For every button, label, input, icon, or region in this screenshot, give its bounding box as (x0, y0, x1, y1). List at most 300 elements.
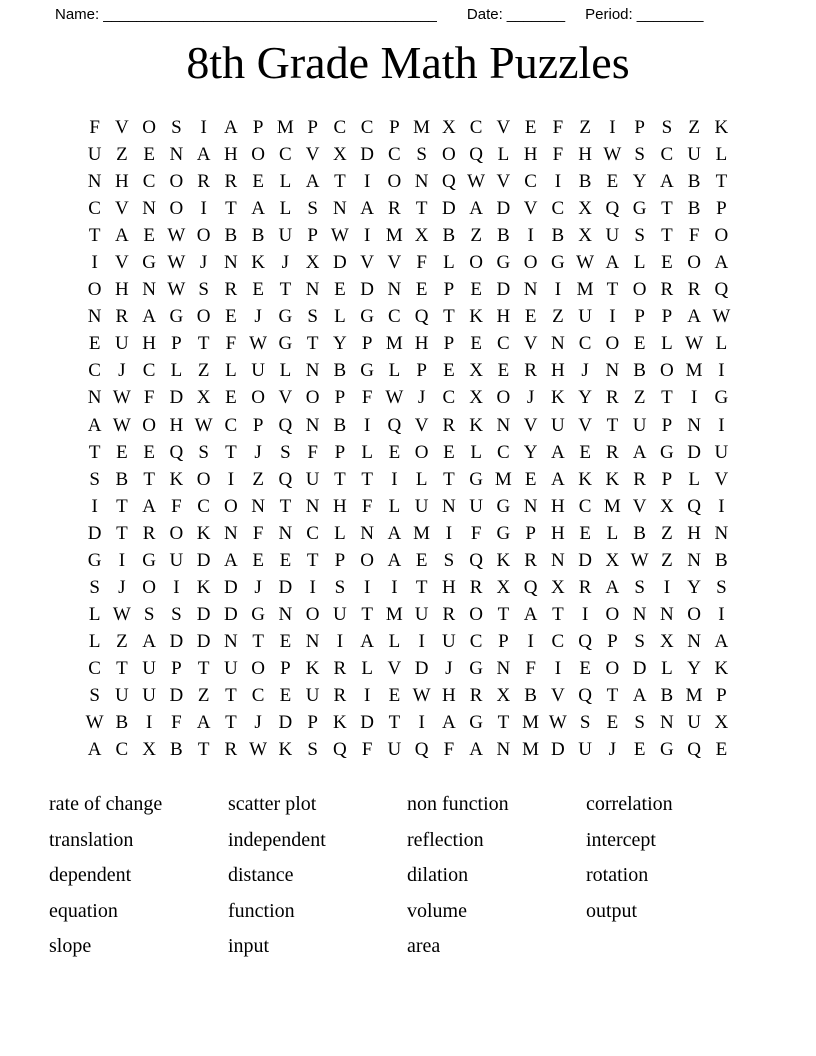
grid-letter: W (85, 712, 104, 734)
grid-letter: A (360, 198, 374, 220)
grid-letter: L (606, 522, 619, 544)
grid-letter: R (115, 306, 129, 328)
grid-letter: O (687, 603, 701, 625)
grid-letter: T (143, 468, 155, 490)
grid-letter: N (360, 522, 374, 544)
grid-letter: U (442, 630, 456, 652)
grid-letter: E (633, 739, 646, 761)
grid-letter: N (605, 360, 620, 382)
grid-letter: F (688, 225, 700, 247)
grid-letter: F (552, 144, 564, 166)
grid-letter: M (385, 603, 403, 625)
grid-letter: H (578, 144, 592, 166)
grid-letter: C (142, 171, 156, 193)
grid-letter: T (306, 333, 319, 355)
grid-letter: U (687, 712, 701, 734)
grid-letter: Z (688, 117, 700, 138)
grid-letter: M (603, 495, 621, 517)
grid-letter: E (415, 279, 428, 301)
grid-letter: V (523, 414, 538, 436)
grid-letter: E (143, 144, 155, 166)
grid-letter: G (87, 549, 102, 571)
grid-letter: H (442, 684, 456, 706)
grid-letter: R (388, 198, 401, 220)
grid-letter: P (280, 657, 291, 679)
grid-letter: D (224, 603, 238, 625)
grid-letter: S (634, 225, 645, 247)
grid-letter: A (714, 630, 729, 652)
grid-letter: E (470, 333, 482, 355)
grid-letter: Y (523, 441, 538, 463)
grid-letter: F (143, 387, 155, 409)
grid-letter: V (115, 117, 129, 138)
grid-letter: I (200, 117, 207, 138)
grid-letter: O (360, 549, 374, 571)
grid-letter: R (224, 171, 238, 193)
grid-letter: E (443, 441, 455, 463)
grid-letter: P (443, 333, 455, 355)
grid-letter: W (167, 279, 186, 301)
grid-letter: O (169, 198, 184, 220)
grid-letter: I (554, 657, 562, 679)
grid-letter: U (224, 657, 238, 679)
grid-letter: I (527, 630, 534, 652)
grid-letter: B (251, 225, 265, 247)
grid-letter: O (169, 522, 184, 544)
grid-letter: G (278, 333, 293, 355)
grid-letter: Y (333, 333, 347, 355)
grid-letter: Y (687, 657, 701, 679)
grid-letter: Y (687, 576, 701, 598)
grid-letter: S (661, 117, 673, 138)
grid-letter: U (115, 684, 129, 706)
grid-letter: A (469, 739, 483, 761)
grid-letter: C (88, 198, 101, 220)
grid-letter: B (633, 522, 646, 544)
grid-letter: I (391, 468, 398, 490)
grid-letter: D (578, 549, 592, 571)
grid-letter: U (605, 225, 620, 247)
grid-letter: D (551, 739, 565, 761)
grid-letter: T (415, 576, 428, 598)
grid-letter: L (688, 468, 700, 490)
grid-letter: P (525, 522, 536, 544)
grid-letter: N (87, 387, 102, 409)
grid-letter: D (496, 198, 511, 220)
grid-letter: W (167, 225, 186, 247)
grid-letter: G (632, 198, 647, 220)
grid-letter: K (305, 657, 320, 679)
grid-letter: W (249, 333, 268, 355)
grid-letter: T (606, 684, 619, 706)
grid-letter: K (714, 117, 729, 138)
grid-letter: F (552, 117, 564, 138)
grid-letter: K (578, 468, 592, 490)
grid-letter: P (334, 549, 346, 571)
grid-letter: P (607, 630, 618, 652)
grid-letter: I (445, 522, 453, 544)
grid-letter: L (388, 360, 401, 382)
grid-letter: E (225, 306, 237, 328)
word-bank-word: correlation (586, 793, 673, 816)
grid-letter: K (196, 576, 211, 598)
grid-letter: E (633, 333, 646, 355)
grid-letter: I (581, 603, 589, 625)
grid-letter: N (278, 522, 293, 544)
grid-letter: R (524, 549, 537, 571)
grid-letter: F (361, 739, 373, 761)
grid-letter: R (224, 739, 238, 761)
grid-letter: E (388, 684, 401, 706)
grid-letter: O (523, 252, 538, 274)
grid-letter: V (387, 252, 402, 274)
grid-letter: G (360, 360, 374, 382)
grid-letter: D (196, 603, 211, 625)
grid-letter: N (523, 495, 538, 517)
grid-letter: C (279, 144, 292, 166)
grid-letter: E (279, 630, 292, 652)
grid-letter: O (469, 252, 483, 274)
grid-letter: S (198, 441, 209, 463)
grid-letter: P (416, 360, 427, 382)
word-bank-word: scatter plot (228, 793, 317, 816)
grid-letter: S (143, 603, 155, 625)
grid-letter: P (661, 468, 673, 490)
grid-letter: U (414, 495, 429, 517)
grid-letter: D (169, 630, 184, 652)
grid-letter: Z (116, 630, 128, 652)
grid-letter: W (576, 252, 595, 274)
grid-letter: I (690, 387, 698, 409)
grid-letter: E (606, 171, 619, 193)
grid-letter: C (115, 739, 129, 761)
grid-letter: A (687, 306, 701, 328)
grid-letter: E (497, 360, 510, 382)
grid-letter: S (280, 441, 291, 463)
grid-letter: X (660, 630, 674, 652)
grid-letter: S (334, 576, 346, 598)
grid-letter: H (551, 360, 565, 382)
grid-letter: W (194, 414, 213, 436)
word-bank-word: reflection (407, 828, 484, 851)
grid-letter: P (361, 333, 373, 355)
grid-letter: N (224, 522, 238, 544)
word-bank-word: input (228, 935, 270, 958)
grid-letter: E (116, 441, 128, 463)
grid-letter: Q (169, 441, 184, 463)
grid-letter: C (388, 306, 401, 328)
page-title: 8th Grade Math Puzzles (186, 37, 630, 88)
grid-letter: N (305, 630, 320, 652)
grid-letter: I (200, 198, 207, 220)
grid-letter: C (333, 117, 347, 138)
grid-letter: G (169, 306, 184, 328)
grid-letter: V (496, 117, 511, 138)
grid-letter: L (88, 603, 101, 625)
grid-letter: H (115, 171, 129, 193)
grid-letter: O (169, 171, 184, 193)
grid-letter: I (336, 630, 344, 652)
grid-letter: G (360, 306, 374, 328)
grid-letter: D (278, 712, 293, 734)
grid-letter: S (716, 576, 727, 598)
grid-letter: Z (661, 522, 673, 544)
grid-letter: I (227, 468, 235, 490)
grid-letter: O (251, 144, 265, 166)
grid-letter: D (224, 576, 238, 598)
grid-letter: W (385, 387, 404, 409)
grid-letter: L (470, 441, 482, 463)
word-bank-word: equation (49, 899, 118, 922)
grid-letter: J (608, 739, 617, 761)
grid-letter: T (252, 630, 264, 652)
grid-letter: Y (632, 171, 647, 193)
grid-letter: O (87, 279, 102, 301)
grid-letter: P (634, 117, 645, 138)
grid-letter: G (469, 712, 483, 734)
grid-letter: R (142, 522, 156, 544)
grid-letter: P (389, 117, 400, 138)
grid-letter: S (171, 603, 182, 625)
grid-letter: A (87, 739, 102, 761)
grid-letter: N (142, 198, 156, 220)
grid-letter: N (687, 549, 701, 571)
word-bank-word: output (586, 899, 638, 922)
grid-letter: J (199, 252, 208, 274)
grid-letter: P (307, 225, 318, 247)
grid-letter: T (88, 225, 101, 247)
grid-letter: B (497, 225, 510, 247)
grid-letter: T (279, 279, 292, 301)
grid-letter: M (522, 712, 540, 734)
grid-letter: G (496, 252, 511, 274)
grid-letter: G (660, 441, 674, 463)
grid-letter: W (112, 387, 131, 409)
grid-letter: A (224, 117, 238, 138)
grid-letter: R (606, 387, 619, 409)
grid-letter: S (89, 576, 100, 598)
grid-letter: A (305, 171, 320, 193)
grid-letter: J (254, 576, 262, 598)
grid-letter: I (554, 171, 562, 193)
grid-letter: I (718, 414, 725, 436)
grid-letter: W (548, 712, 567, 734)
grid-letter: F (89, 117, 100, 138)
grid-letter: C (578, 495, 592, 517)
grid-letter: M (576, 279, 594, 301)
grid-letter: T (116, 657, 128, 679)
grid-letter: E (143, 441, 155, 463)
grid-letter: T (443, 468, 455, 490)
grid-letter: U (578, 739, 592, 761)
grid-letter: A (660, 171, 674, 193)
grid-letter: V (714, 468, 729, 490)
grid-letter: A (196, 712, 211, 734)
grid-letter: N (660, 603, 674, 625)
grid-letter: V (414, 414, 429, 436)
grid-letter: S (307, 739, 318, 761)
grid-letter: H (551, 522, 565, 544)
grid-letter: G (496, 522, 511, 544)
grid-letter: I (609, 117, 616, 138)
grid-letter: P (307, 712, 318, 734)
grid-letter: R (606, 441, 619, 463)
word-bank-word: dependent (49, 864, 132, 887)
grid-letter: O (387, 171, 402, 193)
grid-letter: U (387, 739, 402, 761)
grid-letter: C (251, 684, 265, 706)
grid-letter: K (333, 712, 347, 734)
grid-letter: P (634, 306, 645, 328)
grid-letter: B (551, 225, 565, 247)
grid-letter: I (309, 576, 316, 598)
grid-letter: N (251, 495, 265, 517)
grid-letter: N (333, 198, 347, 220)
grid-letter: C (442, 387, 456, 409)
grid-letter: R (333, 657, 347, 679)
grid-letter: T (497, 712, 510, 734)
grid-letter: D (169, 387, 184, 409)
grid-letter: Q (278, 414, 293, 436)
grid-letter: T (197, 333, 210, 355)
grid-letter: Q (469, 549, 483, 571)
grid-letter: L (279, 171, 292, 193)
word-bank-word: distance (228, 864, 294, 887)
period-blank-line: ________ (636, 6, 704, 23)
word-bank-column (49, 787, 228, 965)
grid-letter: A (142, 495, 156, 517)
grid-letter: G (551, 252, 565, 274)
grid-letter: I (363, 576, 371, 598)
grid-letter: U (115, 333, 129, 355)
grid-letter: E (225, 387, 237, 409)
word-bank-word: volume (407, 899, 467, 922)
grid-letter: V (360, 252, 374, 274)
grid-letter: D (632, 657, 647, 679)
grid-letter: T (661, 198, 673, 220)
grid-letter: R (578, 576, 592, 598)
grid-letter: E (388, 441, 401, 463)
grid-letter: P (171, 333, 182, 355)
grid-letter: G (660, 739, 674, 761)
grid-letter: E (334, 279, 346, 301)
grid-letter: A (115, 225, 129, 247)
grid-letter: U (251, 360, 265, 382)
grid-letter: E (715, 739, 728, 761)
grid-letter: B (224, 225, 238, 247)
grid-letter: L (443, 252, 455, 274)
grid-letter: J (254, 306, 262, 328)
grid-letter: E (524, 117, 537, 138)
grid-letter: K (469, 414, 483, 436)
grid-letter: S (89, 468, 100, 490)
grid-letter: O (605, 603, 620, 625)
grid-letter: V (115, 252, 129, 274)
grid-letter: S (634, 712, 645, 734)
grid-letter: O (605, 657, 620, 679)
grid-letter: F (361, 387, 373, 409)
grid-letter: I (527, 225, 534, 247)
grid-letter: O (632, 279, 647, 301)
grid-letter: N (87, 171, 102, 193)
grid-letter: N (551, 549, 565, 571)
grid-letter: H (115, 279, 129, 301)
grid-letter: T (334, 468, 346, 490)
grid-letter: B (115, 712, 129, 734)
grid-letter: X (305, 252, 320, 274)
grid-letter: C (88, 360, 101, 382)
grid-letter: N (305, 495, 320, 517)
grid-letter: V (578, 414, 592, 436)
grid-letter: E (415, 549, 428, 571)
grid-letter: C (660, 144, 674, 166)
grid-letter: C (224, 414, 238, 436)
grid-letter: G (278, 306, 293, 328)
grid-letter: O (496, 387, 511, 409)
grid-letter: B (333, 414, 347, 436)
grid-letter: R (469, 576, 483, 598)
grid-letter: W (685, 333, 704, 355)
grid-letter: P (716, 684, 727, 706)
grid-letter: P (661, 414, 673, 436)
grid-letter: U (469, 495, 483, 517)
grid-letter: W (467, 171, 486, 193)
grid-letter: O (142, 414, 156, 436)
grid-letter: V (496, 171, 511, 193)
header (0, 0, 816, 24)
grid-letter: K (496, 549, 511, 571)
grid-letter: R (442, 603, 456, 625)
grid-letter: M (385, 333, 403, 355)
grid-letter: T (388, 712, 401, 734)
grid-letter: V (523, 198, 538, 220)
grid-letter: B (170, 739, 183, 761)
grid-letter: A (551, 468, 565, 490)
grid-letter: N (87, 306, 102, 328)
grid-letter: R (469, 684, 483, 706)
grid-letter: U (87, 144, 102, 166)
grid-letter: R (660, 279, 674, 301)
grid-letter: O (196, 306, 211, 328)
grid-letter: B (660, 684, 674, 706)
grid-letter: A (442, 712, 456, 734)
grid-letter: S (443, 549, 455, 571)
grid-letter: X (551, 576, 565, 598)
grid-letter: T (197, 657, 210, 679)
grid-letter: J (118, 360, 126, 382)
grid-letter: O (442, 144, 456, 166)
grid-letter: R (633, 468, 646, 490)
word-bank-word: translation (49, 828, 134, 851)
grid-letter: E (443, 360, 455, 382)
grid-letter: V (305, 144, 320, 166)
grid-letter: Z (579, 117, 591, 138)
word-bank-word: dilation (407, 864, 469, 887)
grid-letter: L (88, 630, 101, 652)
grid-letter: Y (578, 387, 592, 409)
grid-letter: B (524, 684, 537, 706)
grid-letter: H (442, 576, 456, 598)
grid-letter: I (418, 712, 425, 734)
grid-letter: W (712, 306, 731, 328)
grid-letter: F (443, 739, 455, 761)
grid-letter: D (169, 684, 184, 706)
grid-letter: Z (633, 387, 646, 409)
word-bank-column (407, 787, 586, 965)
name-label: Name: (55, 6, 100, 23)
grid-letter: J (581, 360, 589, 382)
grid-letter: S (634, 576, 645, 598)
